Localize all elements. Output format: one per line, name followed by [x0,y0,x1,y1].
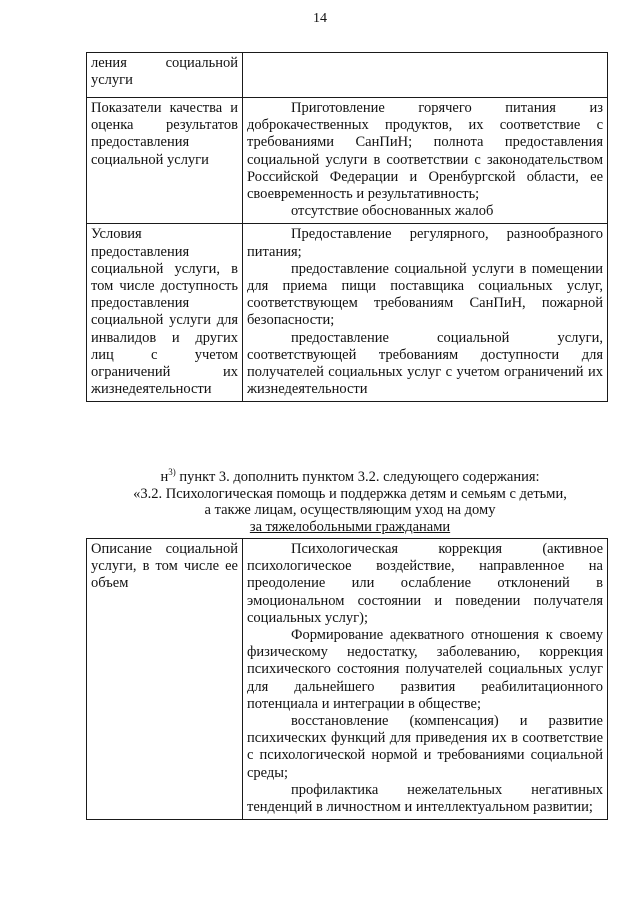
row-label: Условия предоставления социальной услуги, в том числе доступность предоставления социальной услуги для инвалидов и других лиц с учетом ограничений их жизнедеятельности [87,224,243,402]
amendment-instruction-text: пункт 3. дополнить пунктом 3.2. следующего содержания: [175,469,540,485]
amendment-block [80,469,620,535]
paragraph: Приготовление горячего питания из доброкачественных продуктов, их соответствие с требованиями СанПиН; полнота предоставления социальной услуги в соответствии с законодательством Российской Федерации и Оренбургской области, ее своевременность и результативность; [247,100,603,203]
section-heading-line: «3.2. Психологическая помощь и поддержка детям и семьям с детьми, [133,485,567,502]
table-row [87,98,608,224]
service-table-continued [86,52,608,402]
section-heading-line: за тяжелобольными гражданами [249,518,451,535]
paragraph: Предоставление регулярного, разнообразного питания; [247,226,603,260]
row-label: Описание социальной услуги, в том числе ее объем [87,539,243,820]
paragraph: Формирование адекватного отношения к своему физическому недостатку, заболеванию, коррекция психического состояния получателей социальных услуг для дальнейшего развития реабилитационного потенциала и интеграции в обществе; [247,627,603,712]
paragraph: профилактика нежелательных негативных тенденций в личностном и интеллектуальном развитии; [247,781,603,816]
row-value [243,224,608,402]
section-heading-line: а также лицам, осуществляющим уход на дому [204,502,496,518]
paragraph: отсутствие обоснованных жалоб [291,203,494,220]
amendment-marker-sup: 3) [168,467,176,478]
paragraph: Психологическая коррекция (активное психологическое воздействие, направленное на преодоление или ослабление отклонений в эмоциональном состоянии и поведении получателя социальных услуг); [247,541,603,626]
row-value [243,53,608,98]
amendment-marker: н [160,469,169,485]
row-value [243,539,608,820]
row-value [243,98,608,224]
table-row [87,539,608,820]
table-row [87,53,608,98]
page-number: 14 [313,11,327,26]
row-label: ления социальной услуги [87,53,243,98]
amendment-instruction [80,469,620,486]
paragraph: восстановление (компенсация) и развитие психических функций для приведения их в соответствие с психологической нормой и требованиями социальной среды; [247,713,603,781]
paragraph: предоставление социальной услуги, соответствующей требованиям доступности для получателей социальных услуг с учетом ограничений их жизнедеятельности [247,329,603,398]
service-table-3-2 [86,538,608,820]
table-row [87,224,608,402]
paragraph: предоставление социальной услуги в помещении для приема пищи поставщика социальных услуг, соответствующем требованиям СанПиН, пожарной безопасности; [247,260,603,329]
row-label: Показатели качества и оценка результатов предоставления социальной услуги [87,98,243,224]
